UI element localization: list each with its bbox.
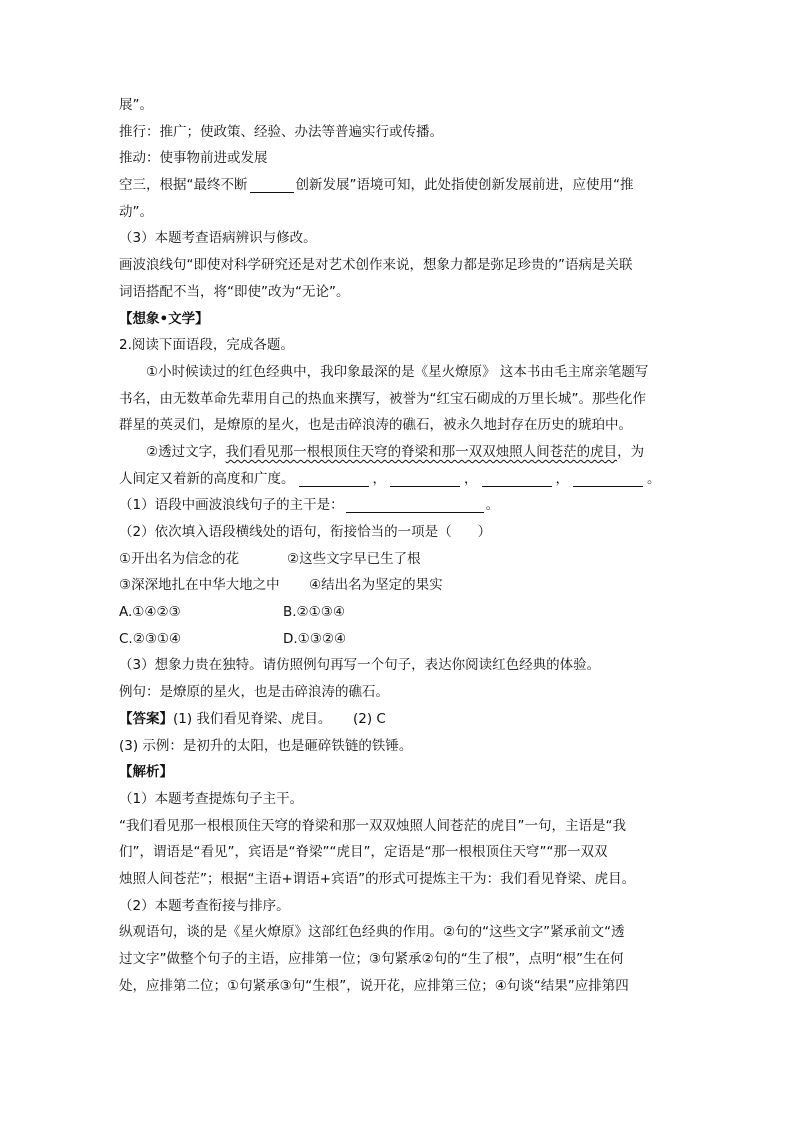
section-heading [119,306,679,333]
answer-blank [250,176,294,193]
text-line [119,252,679,279]
answer-label: 【答案】 [119,710,173,727]
text: 群星的英灵们，是燎原的星火，也是击碎浪涛的礁石，被永久地封存在历史的琥珀中。 [119,417,632,434]
text-line [119,866,679,893]
text: (1) 我们看见脊梁、虎目。 [173,710,332,727]
option-line [119,572,679,599]
analysis-label [119,759,679,786]
choice-line [119,599,679,626]
choice-c: C.②③①④ [119,630,182,647]
text: (2) C [353,710,386,727]
text: 【解析】 [119,764,173,781]
text: 推动：使事物前进或发展 [119,150,268,167]
text: ，为 [617,443,645,460]
text-line [119,813,679,840]
text: ， [464,470,478,487]
text-line [119,946,679,973]
text: 们”，谓语是“看见”，宾语是“脊梁”“虎目”，定语是“那一根根顶住天穹”“那一双双 [119,844,608,861]
text: 过文字”做整个句子的主语，应排第一位；③句紧承②句的“生了根”，点明“根”生在何 [119,951,624,967]
text-line [119,199,679,226]
text-line [119,786,679,813]
choice-b: B.②①③④ [283,604,345,621]
text-line [119,839,679,866]
text: 2.阅读下面语段，完成各题。 [119,337,294,354]
text-line [119,225,679,252]
option-text: ④结出名为坚定的果实 [309,577,443,594]
text: (3) 示例：是初升的太阳，也是砸碎铁链的铁锤。 [119,737,413,754]
text: 。 [485,497,500,514]
text: 处，应排第二位；①句紧承③句“生根”，说开花，应排第三位；④句谈“结果”应排第四 [119,977,629,994]
passage-line [119,386,679,413]
text: 动”。 [119,203,153,220]
text: 烛照人间苍茫”；根据“主语+谓语+宾语”的形式可提炼主干为：我们看见脊梁、虎目。 [119,870,636,887]
choice-d: D.①③②④ [283,630,347,647]
text: 画波浪线句“即使对科学研究还是对艺术创作来说，想象力都是弥足珍贵的”语病是关联 [119,257,633,274]
text: 【想象•文学】 [119,310,209,327]
text: ， [555,470,569,487]
wavy-underlined-sentence: 我们看见那一根根顶住天穹的脊梁和那一双双烛照人间苍茫的虎目 [225,443,618,460]
answer-blank [482,470,552,487]
text: 推行：推广；使政策、经验、办法等普遍实行或传播。 [119,123,443,140]
text: （1）本题考查提炼句子主干。 [119,790,304,807]
choice-a: A.①④②③ [119,604,181,621]
text-line [119,679,679,706]
question-title [119,332,679,359]
text: 纵观语句，谈的是《星火燎原》这部红色经典的作用。②句的“这些文字”紧承前文“透 [119,924,625,941]
option-text: ①开出名为信念的花 [119,550,240,567]
text-line [119,119,679,146]
text-line [119,492,679,519]
choice-line [119,626,679,653]
passage-line [119,412,679,439]
text-line [119,145,679,172]
text-line [119,92,679,119]
passage-line [119,359,679,386]
text-line [119,973,679,1000]
text: （2）本题考查衔接与排序。 [119,897,290,914]
text: （3）想象力贵在独特。请仿照例句再写一个句子，表达你阅读红色经典的体验。 [119,657,601,674]
text: 人间定又着新的高度和广度。 [119,470,295,487]
document-page [119,92,679,999]
text: 空三，根据“最终不断 [119,177,248,194]
text: （1）语段中画波浪线句子的主干是： [119,497,344,514]
text: “我们看见那一根根顶住天穹的脊梁和那一双双烛照人间苍茫的虎目”一句，主语是“我 [119,817,626,834]
text: ） [477,524,492,540]
text: （3）本题考查语病辨识与修改。 [119,230,317,247]
answer-blank [390,470,460,487]
text: 例句：是燎原的星火，也是击碎浪涛的礁石。 [119,684,389,701]
answer-line [119,706,679,733]
text: 展”。 [119,97,153,113]
text-line [119,919,679,946]
text-line [119,172,679,199]
text: 创新发展”语境可知，此处指使创新发展前进，应使用“推 [295,177,634,194]
option-text: ③深深地扎在中华大地之中 [119,577,280,594]
text: ②透过文字， [146,443,226,460]
option-line [119,546,679,573]
text-line [119,733,679,760]
text-line [119,652,679,679]
text: 词语搭配不当，将“即使”改为“无论”。 [119,283,350,300]
answer-blank [299,470,369,487]
text: 。 [647,470,661,487]
text: ， [372,470,386,487]
answer-blank [573,470,643,487]
answer-blank [346,496,484,513]
passage-line [119,439,679,466]
text: 书名，由无数革命先辈用自己的热血来撰写，被誉为“红宝石砌成的万里长城”。那些化作 [119,390,646,407]
option-text: ②这些文字早已生了根 [287,550,421,567]
text: ①小时候读过的红色经典中，我印象最深的是《星火燎原》 这本书由毛主席亲笔题写 [146,363,649,380]
passage-line [119,466,679,493]
text-line [119,279,679,306]
text-line [119,893,679,920]
text: （2）依次填入语段横线处的语句，衔接恰当的一项是（ [119,524,452,540]
text-line [119,519,679,546]
